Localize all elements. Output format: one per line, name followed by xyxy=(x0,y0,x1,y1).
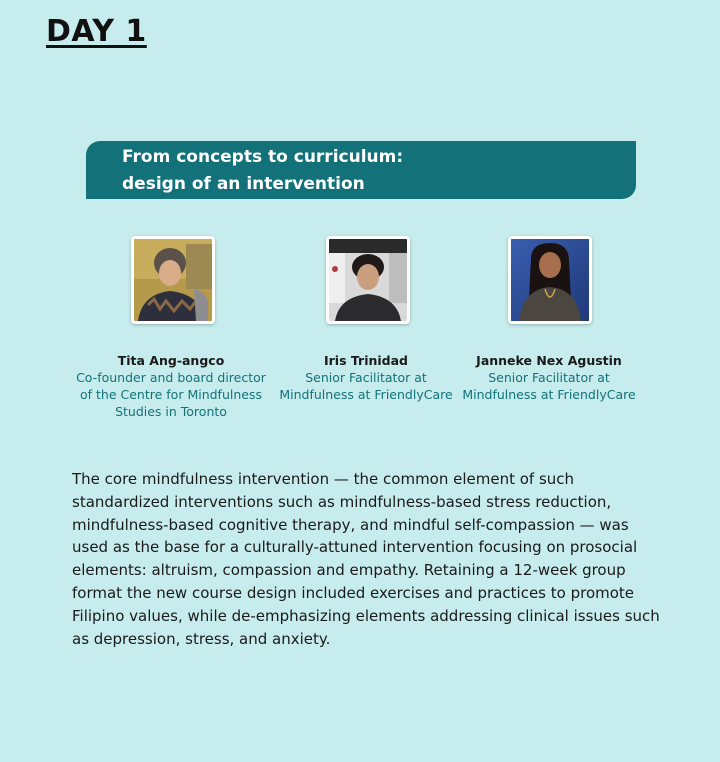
speaker-role: Senior Facilitator at Mindfulness at FriendlyCare xyxy=(462,370,636,402)
session-title-line-1: From concepts to curriculum: xyxy=(122,147,404,167)
speaker-info-2 xyxy=(261,352,471,403)
session-title-banner xyxy=(86,141,636,199)
speaker-photo-2 xyxy=(326,236,410,324)
speaker-portrait-2 xyxy=(329,239,407,321)
speaker-photo-1 xyxy=(131,236,215,324)
speaker-info-3 xyxy=(444,352,654,403)
speaker-name: Iris Trinidad xyxy=(323,353,408,368)
speaker-info-1 xyxy=(66,352,276,420)
speaker-portrait-1 xyxy=(134,239,212,321)
session-description: The core mindfulness intervention — the common element of such standardized interventions such as mindfulness-based stress reduction, mindfulness-based cognitive therapy, and mindful self-compassion — was used as the base for a culturally-attuned intervention focusing on prosocial elements: altruism, compassion and empathy. Retaining a 12-week group format the new course design included exercises and practices to promote Filipino values, while de-emphasizing elements addressing clinical issues such as depression, stress, and anxiety. xyxy=(72,470,660,648)
day-heading: DAY 1 xyxy=(46,14,147,49)
speaker-role: Senior Facilitator at Mindfulness at FriendlyCare xyxy=(279,370,453,402)
speaker-name: Tita Ang-angco xyxy=(117,353,225,368)
speaker-portrait-3 xyxy=(511,239,589,321)
speaker-role: Co-founder and board director of the Centre for Mindfulness Studies in Toronto xyxy=(76,370,266,419)
session-title-line-2: design of an intervention xyxy=(122,174,365,194)
speaker-name: Janneke Nex Agustin xyxy=(476,353,622,368)
speaker-photo-3 xyxy=(508,236,592,324)
